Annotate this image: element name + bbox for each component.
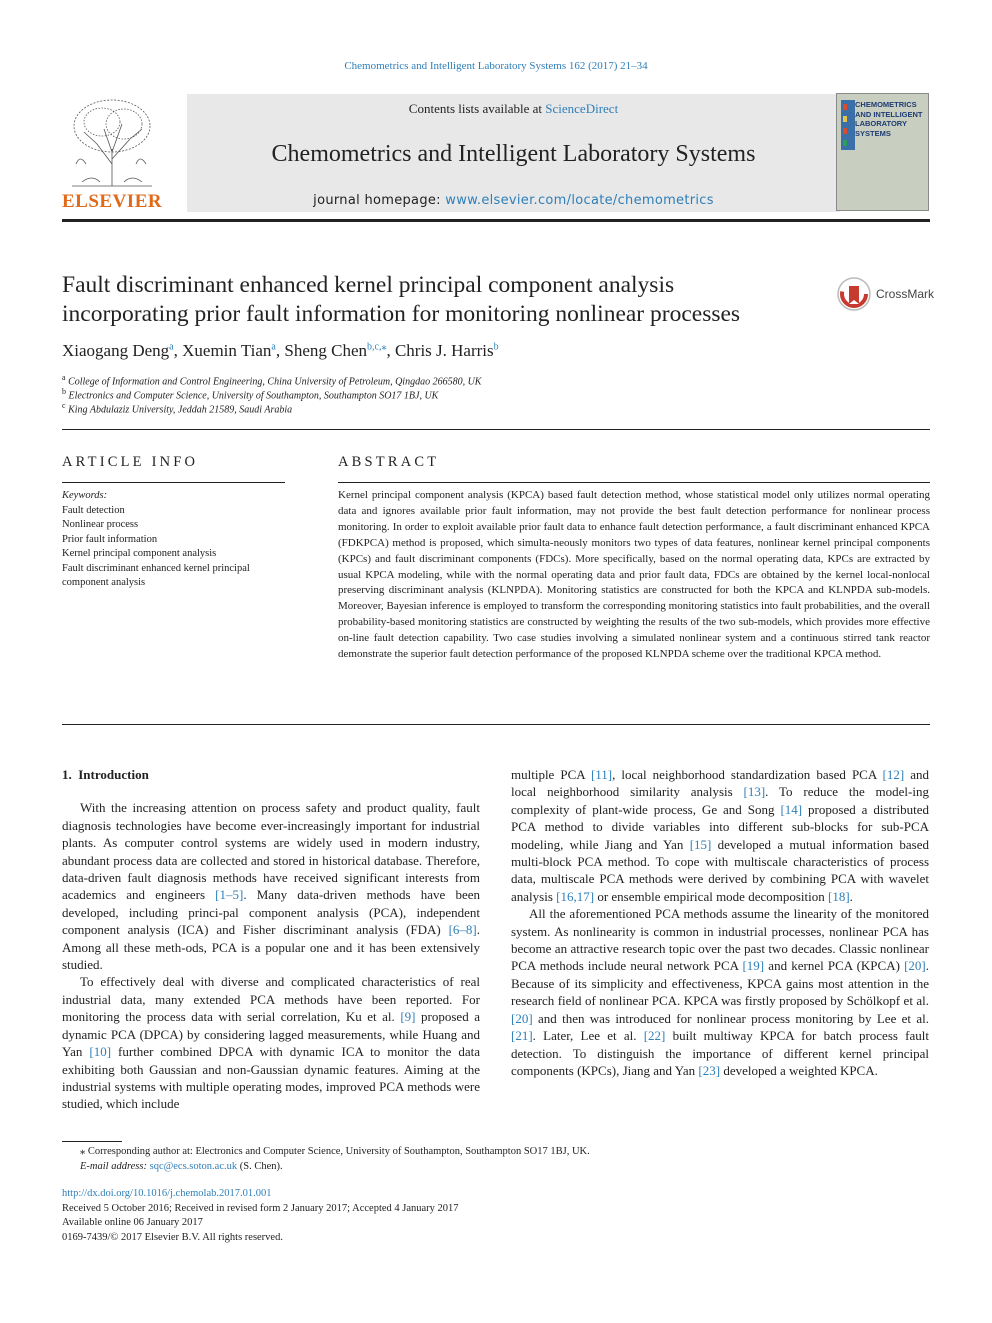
crossmark-icon [836, 276, 872, 312]
keyword: Kernel principal component analysis [62, 548, 217, 559]
keyword: Prior fault information [62, 533, 158, 545]
crossmark-badge[interactable] [836, 276, 935, 312]
section-heading: 1. Introduction [62, 767, 149, 782]
citation-link[interactable]: [1–5] [215, 887, 244, 903]
author-name[interactable]: Xuemin Tian [182, 341, 272, 360]
author-list: Xiaogang Deng$^a$, Xuemin Tian$^a$, Sheng Chen$^{b,c,⁎}$, Chris J. Harris$^b$ [62, 341, 499, 360]
citation-link[interactable]: [13] [743, 784, 766, 800]
keywords-label: Keywords: [62, 490, 108, 501]
affiliation-rule [62, 429, 930, 430]
citation-link[interactable]: [15] [689, 836, 712, 852]
abstract-rule [338, 482, 930, 483]
author-affil-mark[interactable]: a [169, 341, 174, 353]
paragraph: With the increasing attention on process safety and product quality, fault diagnosis technologies have become ever-increasingly important for industrial plants. As computer control systems are widely used in modern industry, abundant process data are collected and stored in historical database. Therefore, data-driven fault diagnosis methods have received significant interests from academics and engineers [1–5]. Many data-driven methods have been developed, including princi-pal component analysis (PCA), independent component analysis (ICA) and Fisher discriminant analysis (FDA) [6–8]. Among all these meth-ods, PCA is a popular one and it has been extensively studied. [62, 800, 480, 973]
body-column-left [62, 766, 480, 1113]
abstract-bottom-rule [62, 724, 930, 725]
author-name[interactable]: Sheng Chen [284, 341, 367, 360]
online-date: Available online 06 January 2017 [62, 1217, 203, 1228]
article-info-heading: ARTICLE INFO [62, 454, 199, 470]
citation-link[interactable]: [20] [511, 1010, 533, 1026]
affiliation: $^b$ Electronics and Computer Science, University of Southampton, Southampton SO17 1BJ, UK [62, 387, 439, 402]
citation-link[interactable]: [16,17] [556, 888, 595, 904]
cover-title: CHEMOMETRICS AND INTELLIGENT LABORATORY SYSTEMS [855, 100, 923, 138]
abstract-text: Kernel principal component analysis (KPCA) based fault detection method, whose statistical model only utilizes normal operating data and ignores available prior fault information, may not provide the best fault detection performance for nonlinear process monitoring. In order to exploit available prior fault data to enhance fault detection performance, a fault discriminant enhanced KPCA (FDKPCA) method is proposed, which simulta-neously monitors two types of data features, nonlinear kernel principal components (KPCs) and fault discriminant components (FDCs). More specifically, based on the normal operating data, KPCs are extracted by usual KPCA modeling, while with the normal operating data and prior fault data, FDCs are obtained by the kernel local-nonlocal preserving discriminant analysis (KLNPDA). Monitoring statistics are constructed for both the KPCA and KLNPDA sub-models. Moreover, Bayesian inference is employed to transform the corresponding monitoring statistics into fault probabilities, and the overall probability-based monitoring statistics are constructed by weighting the results of the two sub-models, which provides more effective on-line fault detection capability. Two case studies involving a simulated nonlinear system and a continuous stirred tank reactor demonstrate the superior fault detection performance of the proposed KLNPDA scheme over the traditional KPCA method. [338, 489, 930, 661]
elsevier-wordmark: ELSEVIER [62, 191, 163, 212]
citation-link[interactable]: [6–8] [448, 922, 477, 938]
keyword: component analysis [62, 577, 146, 588]
affiliation: $^c$ King Abdulaziz University, Jeddah 21589, Saudi Arabia [62, 401, 293, 416]
author-affil-mark[interactable]: a [271, 341, 276, 353]
footnote: ⁎ Corresponding author at: Electronics and Computer Science, University of Southampton, Southampton SO17 1BJ, UK. E-mail address: sqc@ecs.soton.ac.uk (S. Chen). [80, 1146, 590, 1172]
sciencedirect-link[interactable]: ScienceDirect [545, 101, 619, 116]
publication-info [62, 1187, 459, 1245]
article-title: Fault discriminant enhanced kernel principal component analysis incorporating prior fault information for monitoring nonlinear processes [62, 272, 741, 327]
author-name[interactable]: Xiaogang Deng [62, 341, 170, 360]
keywords-block [62, 489, 302, 591]
citation-link[interactable]: [9] [400, 1009, 416, 1025]
abstract-heading: ABSTRACT [338, 454, 440, 470]
citation-link[interactable]: [18] [828, 888, 850, 904]
article-info-rule [62, 482, 285, 483]
paragraph: multiple PCA [11], local neighborhood standardization based PCA [12] and local neighborhood similarity analysis [13]. To reduce the model-ing complexity of plant-wide process, Ge and Song [14] proposed a distributed PCA method to divide variables into different sub-blocks for sub-PCA modeling, while Jiang and Yan [15] developed a mutual information based multi-block PCA method. To cope with multiscale characteristics of process data, multiscale PCA methods were derived by combining PCA with wavelet analysis [16,17] or ensemble empirical mode decomposition [18]. [511, 767, 929, 904]
keyword: Fault detection [62, 504, 125, 516]
author-name[interactable]: Chris J. Harris [394, 341, 494, 360]
citation-link[interactable]: [14] [780, 801, 803, 817]
citation-link[interactable]: [21] [511, 1028, 533, 1044]
keyword: Nonlinear process [62, 519, 139, 530]
footnote-rule [62, 1141, 122, 1142]
homepage-link[interactable]: www.elsevier.com/locate/chemometrics [445, 193, 714, 208]
contents-line: Contents lists available at ScienceDirect [408, 101, 619, 116]
copyright: 0169-7439/© 2017 Elsevier B.V. All rights reserved. [62, 1231, 283, 1243]
citation-link[interactable]: [12] [882, 767, 905, 782]
citation-link[interactable]: [19] [742, 958, 765, 974]
author-affil-mark[interactable]: b,c,⁎ [367, 341, 387, 353]
paragraph: All the aforementioned PCA methods assume the linearity of the monitored system. As nonlinearity is common in industrial processes, nonlinear PCA has become an attractive research topic over the past two decades. Classic nonlinear PCA methods include neural network PCA [19] and kernel PCA (KPCA) [20]. Because of its simplicity and effectiveness, KPCA gains most attention in the research field of nonlinear PCA. KPCA was firstly proposed by Schölkopf et al. [20] and then was introduced for nonlinear process monitoring by Lee et al. [21]. Later, Lee et al. [22] built multiway KPCA for batch process fault detection. To distinguish the importance of different kernel principal components (KPCs), Jiang and Yan [23] developed a weighted KPCA. [511, 906, 929, 1078]
body-column-right [511, 766, 929, 1079]
journal-homepage-line: journal homepage: www.elsevier.com/locate/chemometrics [313, 193, 714, 208]
header-rule [62, 219, 930, 222]
journal-name: Chemometrics and Intelligent Laboratory Systems [271, 141, 756, 167]
journal-citation-link[interactable]: Chemometrics and Intelligent Laboratory Systems 162 (2017) 21–34 [344, 60, 648, 72]
citation-link[interactable]: [10] [89, 1044, 112, 1060]
citation-link[interactable]: [22] [643, 1028, 666, 1044]
citation-link[interactable]: [11] [590, 767, 613, 782]
affiliation: $^a$ College of Information and Control Engineering, China University of Petroleum, Qingdao 266580, UK [62, 373, 482, 388]
paragraph: To effectively deal with diverse and complicated characteristics of real industrial data, many extended PCA methods have been reported. For monitoring the process data with serial correlation, Ku et al. [9] proposed a dynamic PCA (DPCA) by considering lagged measurements, while Huang and Yan [10] further combined DPCA with dynamic ICA to monitor the data exhibiting both Gaussian and non-Gaussian dynamic features. Aiming at the industrial systems with multiple operating modes, improved PCA methods were studied, which include [62, 974, 480, 1112]
author-affil-mark[interactable]: b [493, 341, 499, 353]
citation-link[interactable]: [23] [698, 1062, 721, 1078]
received-dates: Received 5 October 2016; Received in revised form 2 January 2017; Accepted 4 January 2017 [62, 1202, 459, 1214]
email-link[interactable]: sqc@ecs.soton.ac.uk [149, 1160, 238, 1172]
citation-link[interactable]: [20] [904, 958, 926, 974]
keyword: Fault discriminant enhanced kernel principal [62, 562, 250, 574]
crossmark-label: CrossMark [876, 287, 935, 301]
doi-link[interactable]: http://dx.doi.org/10.1016/j.chemolab.2017.01.001 [62, 1188, 272, 1199]
